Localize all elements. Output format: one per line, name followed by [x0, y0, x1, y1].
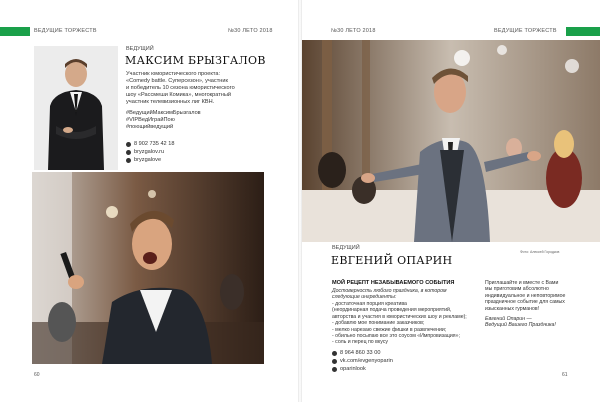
left-hashtags — [126, 110, 201, 131]
invite-text — [485, 280, 590, 312]
contact-text: oparinlook — [340, 366, 366, 372]
right-page-number: 61 — [562, 372, 568, 378]
invite-line: индивидуальное и неповторимое — [485, 292, 566, 299]
photo-credit: Фото: Алексей Городков — [520, 250, 560, 254]
bio-line: и победитель 10 сезона юмористического — [126, 85, 235, 91]
right-host-name: ЕВГЕНИЙ ОПАРИН — [331, 254, 453, 267]
invite-line: Приглашайте и вместе с Вами — [485, 280, 559, 286]
performance-photo-evgeny — [302, 40, 600, 242]
signature-line: Ведущий Вашего Праздника! — [485, 322, 556, 329]
hashtag: #VIPВедИграйПою — [126, 117, 175, 123]
left-issue-label: №30 ЛЕТО 2018 — [228, 28, 273, 34]
ingredient-line: - добавлю мое понимание заказчиков; — [332, 320, 425, 327]
bio-line: Участник юмористического проекта: — [126, 71, 221, 77]
bio-line: «Comedy battle. Суперсезон», участник — [126, 78, 228, 84]
right-issue-label: №30 ЛЕТО 2018 — [331, 28, 376, 34]
ingredient-line: авторства и участия в юмористических шоу и рекламе); — [332, 313, 467, 320]
instagram-icon — [332, 367, 337, 372]
hashtag: #ВедущийМаксимБрызгалов — [126, 110, 201, 116]
invite-line: изысканных гурманов! — [485, 305, 540, 312]
bio-line: шоу «Рассмеши Комика», многократный — [126, 92, 232, 98]
left-contact-site — [126, 149, 164, 155]
recipe-title: МОЙ РЕЦЕПТ НЕЗАБЫВАЕМОГО СОБЫТИЯ — [332, 280, 455, 286]
ingredient-line: - мелко нарезаю свежие фишки в развлечении; — [332, 326, 447, 333]
left-header-label: ВЕДУЩИЕ ТОРЖЕСТВ — [34, 28, 97, 34]
ingredient-line: - соль и перец по вкусу — [332, 339, 388, 346]
right-contact-instagram — [332, 366, 366, 372]
bio-line: участник телевизионных лиг КВН. — [126, 99, 215, 105]
right-role-label: ВЕДУЩИЙ — [332, 245, 360, 251]
ingredient-line: - достаточная порция креатива — [332, 301, 407, 307]
recipe-ingredients — [332, 301, 476, 346]
right-header-label: ВЕДУЩИЕ ТОРЖЕСТВ — [494, 28, 557, 34]
left-bio — [126, 71, 235, 106]
phone-icon — [126, 142, 131, 147]
contact-text: bryzgalov.ru — [134, 149, 165, 155]
left-role-label: ВЕДУЩИЙ — [126, 46, 154, 52]
right-contact-vk — [332, 358, 393, 364]
ingredient-line: (неординарная подача проведения мероприятий, — [332, 307, 452, 314]
phone-icon — [332, 351, 337, 356]
globe-icon — [126, 150, 131, 155]
portrait-photo-maxim — [34, 46, 118, 170]
recipe-intro: Достоверность любого праздника, в котором следующие ингредиенты: — [332, 288, 447, 301]
left-contact-phone — [126, 141, 174, 147]
left-header-bar — [0, 27, 30, 36]
contact-text: vk.com/evgenyoparin — [340, 358, 393, 364]
ingredient-line: - обильно посыпаю все это соусом «Импровизация»; — [332, 333, 460, 340]
left-host-name: МАКСИМ БРЫЗГАЛОВ — [125, 54, 266, 67]
contact-text: 8 902 735 42 18 — [134, 141, 175, 147]
signature-line: Евгений Опарин — — [485, 316, 532, 322]
hashtag: #поющийведущий — [126, 124, 174, 130]
signature — [485, 316, 590, 329]
performance-photo-maxim — [32, 172, 264, 364]
invite-line: праздничное событие для самых — [485, 299, 565, 306]
contact-text: 8 964 860 33 00 — [340, 350, 381, 356]
contact-text: bryzgalove — [134, 157, 162, 163]
left-page-number: 60 — [34, 372, 40, 378]
invite-line: мы приготовим абсолютно — [485, 286, 549, 293]
right-header-bar — [566, 27, 600, 36]
left-contact-instagram — [126, 157, 161, 163]
right-contact-phone — [332, 350, 380, 356]
vk-icon — [332, 359, 337, 364]
instagram-icon — [126, 158, 131, 163]
